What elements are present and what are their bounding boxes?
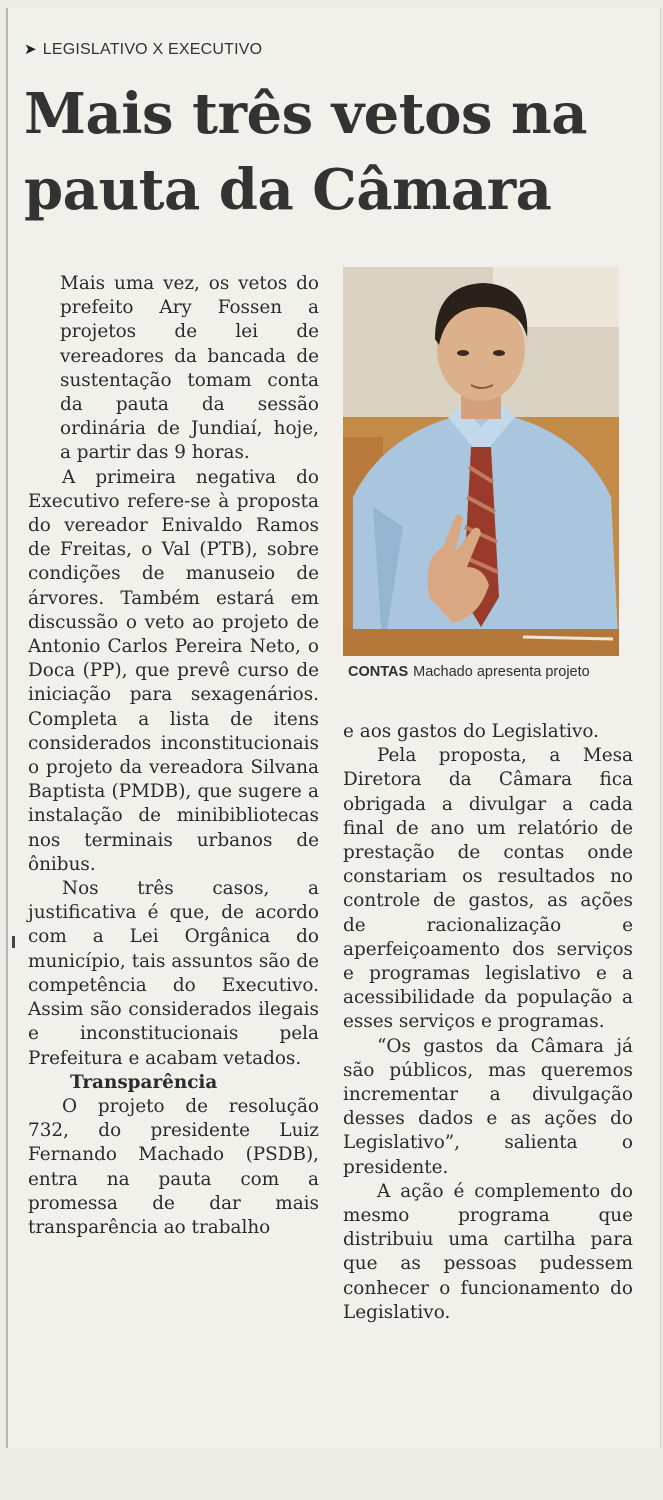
photo-illustration: [343, 267, 619, 656]
subhead: Transparência: [70, 1071, 218, 1093]
paragraph: A primeira negativa do Executivo refere-se à proposta do vereador Enivaldo Ramos de Freitas, o Val (PTB), sobre condições de manuseio de árvores. Também estará em discussão o veto ao projeto de Antonio Carlos Pereira Neto, o Doca (PP), que prevê curso de iniciação para sexagenários. Completa a lista de itens considerados inconstitucionais o projeto da vereadora Silvana Baptista (PMDB), que sugere a instalação de minibibliotecas nos terminais urbanos de ônibus.: [28, 466, 319, 875]
paragraph: Mais uma vez, os vetos do prefeito Ary Fossen a projetos de lei de vereadores da bancada de sustentação tomam conta da pauta da sessão ordinária de Jundiaí, hoje, a partir das 9 horas.: [60, 273, 319, 464]
paragraph: A ação é complemento do mesmo programa que distribuiu uma cartilha para que as pessoas pudessem conhecer o funcionamento do Legislativo.: [343, 1180, 633, 1323]
paragraph: “Os gastos da Câmara já são públicos, mas queremos incrementar a divulgação desses dados e as ações do Legislativo”, salienta o presidente.: [343, 1035, 633, 1178]
photo-caption: [348, 664, 590, 680]
photo-machado: [343, 267, 619, 656]
column-left: [28, 272, 319, 1240]
caption-label: CONTAS: [348, 664, 409, 680]
arrow-right-icon: ➤: [24, 41, 37, 58]
bleed-through-text: [420, 8, 650, 68]
paragraph: e aos gastos do Legislativo.: [343, 721, 599, 742]
column-right: [343, 720, 633, 1325]
paragraph: Nos três casos, a justificativa é que, de acordo com a Lei Orgânica do município, tais assuntos são de competência do Executivo. Assim são considerados ilegais e inconstitucionais pela Prefeitura e acabam vetados.: [28, 878, 319, 1069]
fold-mark: [12, 936, 15, 948]
kicker-label: LEGISLATIVO X EXECUTIVO: [42, 41, 263, 58]
headline: Mais três vetos na pauta da Câmara: [24, 81, 588, 223]
section-kicker: [24, 40, 262, 59]
paragraph: O projeto de resolução 732, do presidente Luiz Fernando Machado (PSDB), entra na pauta com a promessa de dar mais transparência ao trabalho: [28, 1095, 319, 1238]
paragraph: Pela proposta, a Mesa Diretora da Câmara fica obrigada a divulgar a cada final de ano um relatório de prestação de contas onde constariam os resultados no controle de gastos, as ações de racionalização e aperfeiçoamento dos serviços e programas legislativo e a acessibilidade da população a esses serviços e programas.: [343, 745, 633, 1033]
caption-text: Machado apresenta projeto: [413, 664, 590, 680]
